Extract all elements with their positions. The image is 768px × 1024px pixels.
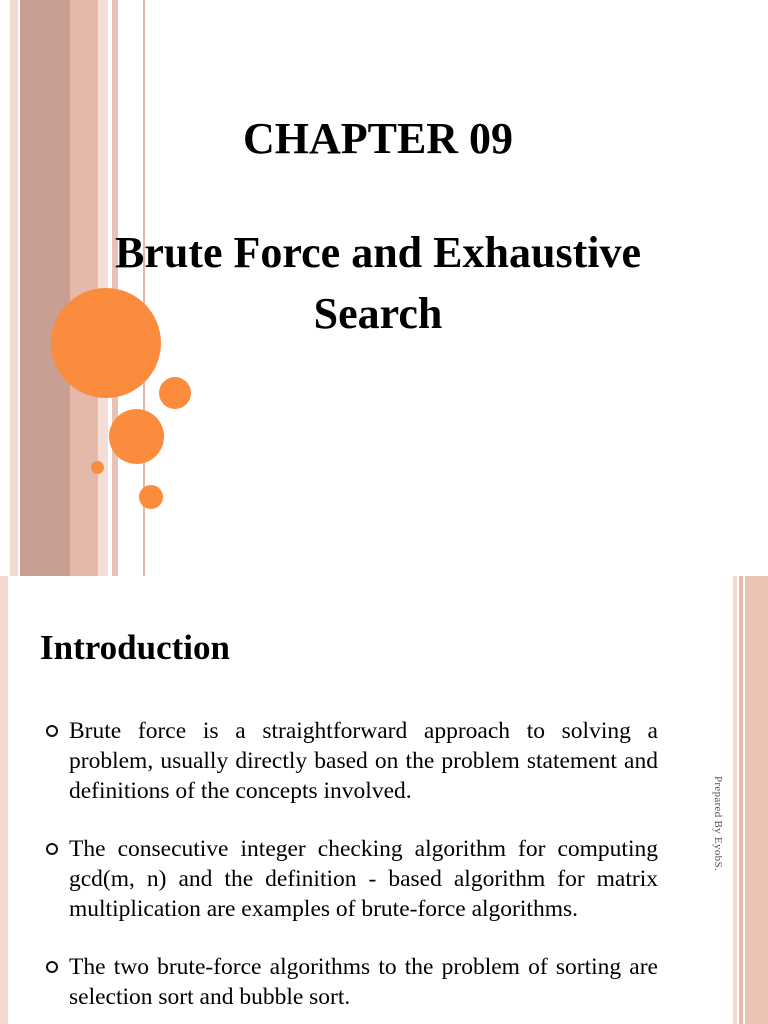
decorative-circle-tiny	[91, 461, 104, 474]
slide-title-line: Brute Force and Exhaustive	[115, 228, 641, 277]
content-slide	[0, 576, 768, 1024]
decorative-stripe	[10, 0, 18, 576]
bullet-text: The consecutive integer checking algorithm for computing gcd(m, n) and the definition - based algorithm for matrix multiplication are examples of brute-force algorithms.	[69, 836, 658, 922]
bullet-circle-icon	[46, 843, 58, 855]
section-heading: Introduction	[40, 628, 230, 667]
footer-credit: Prepared By EyobS.	[712, 776, 724, 871]
decorative-circle-small	[159, 377, 191, 409]
decorative-stripe	[733, 576, 737, 1024]
slide-title-line: Search	[313, 289, 443, 338]
bullet-list	[46, 716, 658, 1024]
decorative-stripe	[745, 576, 768, 1024]
bullet-circle-icon	[46, 961, 58, 973]
bullet-text: The two brute-force algorithms to the problem of sorting are selection sort and bubble sort.	[69, 954, 658, 1010]
list-item	[46, 952, 658, 1012]
list-item	[46, 834, 658, 924]
decorative-stripe	[0, 576, 8, 1024]
chapter-label: CHAPTER 09	[242, 114, 514, 163]
bullet-text: Brute force is a straightforward approach to solving a problem, usually directly based on the problem statement and definitions of the concepts involved.	[69, 718, 658, 804]
decorative-circle-small	[139, 485, 163, 509]
decorative-stripe	[739, 576, 743, 1024]
slide-title	[40, 222, 716, 344]
list-item	[46, 716, 658, 806]
bullet-circle-icon	[46, 725, 58, 737]
decorative-circle-medium	[109, 409, 164, 464]
